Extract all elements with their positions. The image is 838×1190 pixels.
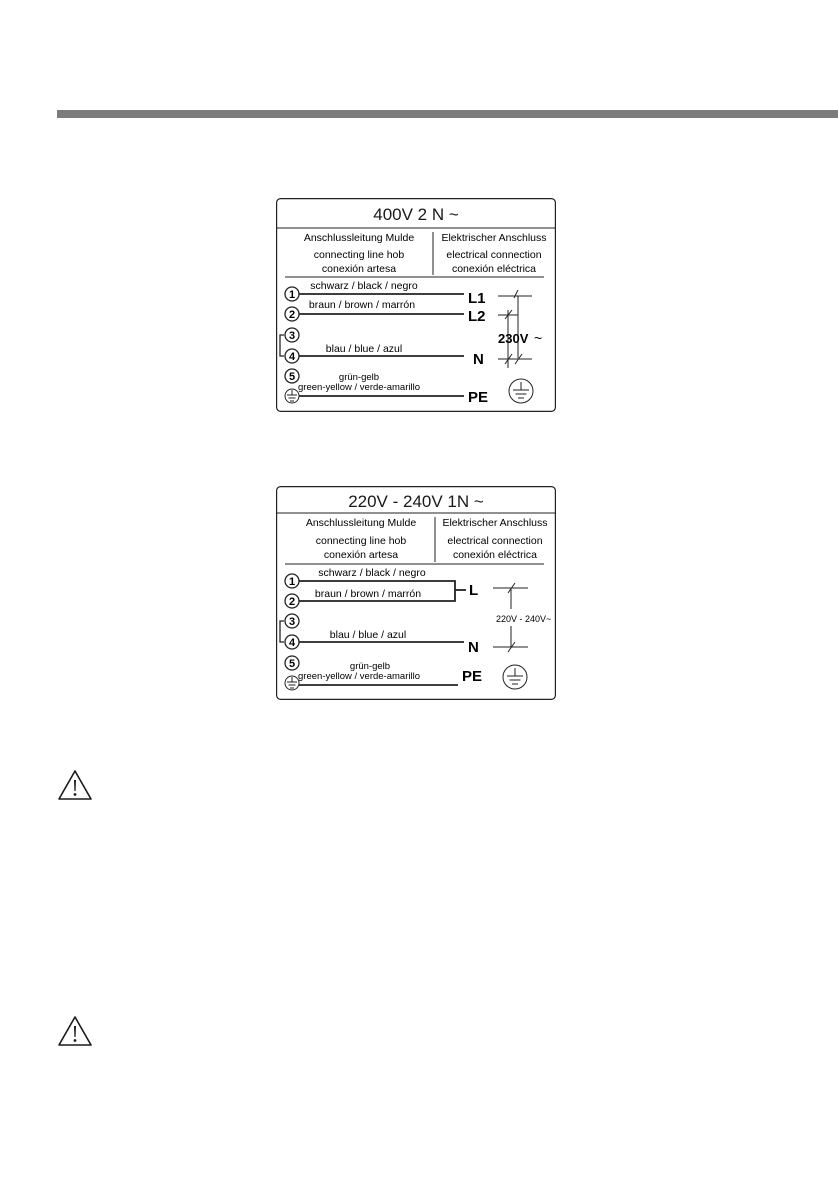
wire-label-black: schwarz / black / negro [318,567,426,579]
terminal-3 [285,328,299,342]
col-left-header-en: connecting line hob [315,535,407,547]
svg-text:1: 1 [288,576,296,588]
label-pe: PE [468,389,489,406]
warning-triangle-icon [57,769,93,801]
col-left-header-de: Anschlussleitung Mulde [303,232,415,244]
col-left-header-es: conexión artesa [323,549,399,561]
header-divider [57,110,838,118]
col-left-header-de: Anschlussleitung Mulde [305,517,417,529]
wire-label-brown: braun / brown / marrón [308,299,416,311]
label-l1: L1 [468,290,486,307]
earth-ground-icon [285,389,299,403]
terminal-2 [285,594,299,608]
wire-label-green-en-es: green-yellow / verde-amarillo [298,382,420,393]
wiring-diagram-400v-svg [276,198,556,412]
col-right-header-es: conexión eléctrica [451,263,537,275]
wire-label-green-en-es: green-yellow / verde-amarillo [298,671,420,682]
earth-terminal-icon [509,379,533,403]
svg-text:3: 3 [288,330,296,342]
voltage-label: 220V - 240V~ [496,614,552,624]
bridge-bracket [280,621,284,642]
svg-text:3: 3 [288,616,296,628]
label-l2: L2 [468,308,486,325]
wiring-diagram-400v [276,198,556,412]
svg-text:4: 4 [288,351,296,363]
col-right-header-de: Elektrischer Anschluss [441,232,547,244]
col-right-header-de: Elektrischer Anschluss [442,517,548,529]
svg-text:2: 2 [288,309,296,321]
col-right-header-en: electrical connection [446,249,542,261]
col-right-header-es: conexión eléctrica [452,549,538,561]
wire-label-blue: blau / blue / azul [329,629,407,641]
svg-text:5: 5 [288,658,296,670]
earth-terminal-icon [503,665,527,689]
label-n: N [468,639,479,656]
wire-label-green-de: grün-gelb [349,661,391,672]
svg-text:5: 5 [288,371,296,383]
col-left-header-en: connecting line hob [313,249,405,261]
svg-text:4: 4 [288,637,296,649]
wire-label-blue: blau / blue / azul [325,343,403,355]
wire-label-black: schwarz / black / negro [310,280,418,292]
terminal-3 [285,614,299,628]
wire-label-brown: braun / brown / marrón [314,588,422,600]
diagram-title: 400V 2 N ~ [373,205,459,224]
col-right-header-en: electrical connection [447,535,543,547]
terminal-5 [285,656,299,670]
col-left-header-es: conexión artesa [321,263,397,275]
svg-text:2: 2 [288,596,296,608]
svg-text:1: 1 [288,289,296,301]
label-pe: PE [462,668,483,685]
earth-ground-icon [285,676,299,690]
terminal-5 [285,369,299,383]
label-l: L [469,582,479,599]
diagram-title: 220V - 240V 1N ~ [348,492,484,511]
ac-tilde: ~ [534,330,543,346]
label-n: N [473,351,484,368]
bridge-bracket [280,335,284,356]
wiring-diagram-220v [276,486,556,700]
terminal-4 [285,635,299,649]
wiring-diagram-220v-svg [276,486,556,700]
terminal-2 [285,307,299,321]
wire-label-green-de: grün-gelb [338,372,380,383]
terminal-1 [285,574,299,588]
warning-triangle-icon [57,1015,93,1047]
voltage-label: 230V [498,331,529,346]
terminal-4 [285,349,299,363]
terminal-1 [285,287,299,301]
